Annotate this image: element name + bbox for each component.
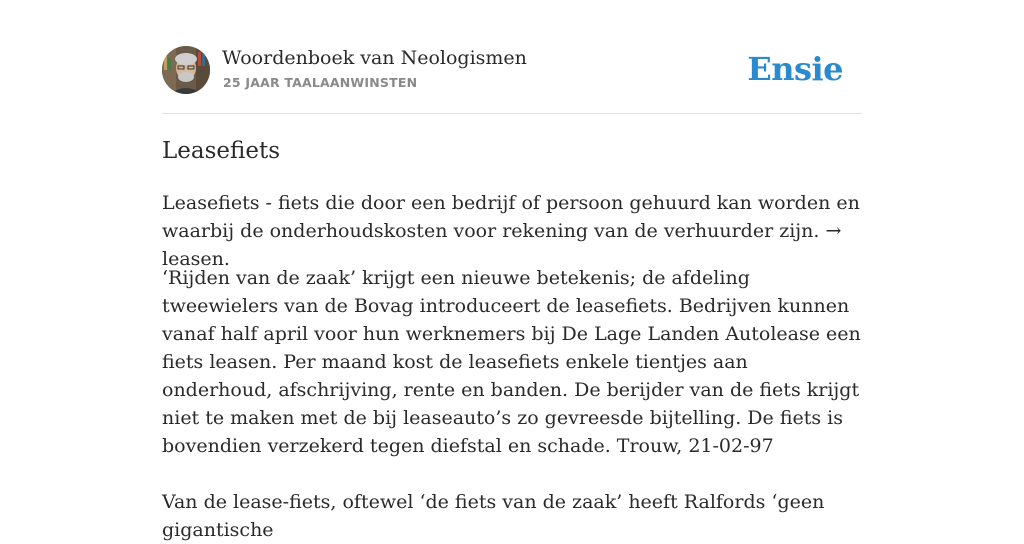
definition-paragraph: Leasefiets - fiets die door een bedrijf of persoon gehuurd kan worden en waarbij de onderhoudskosten voor rekening van de verhuurder zijn. → leasen. <box>162 192 860 270</box>
author-name[interactable]: Woordenboek van Neologismen <box>222 47 527 69</box>
brand-logo[interactable]: Ensie <box>747 50 843 88</box>
quote-paragraph: ‘Rijden van de zaak’ krijgt een nieuwe betekenis; de afdeling tweewielers van de Bovag introduceert de leasefiets. Bedrijven kunnen vanaf half april voor hun werknemers bij De Lage Landen Autolease een fiets leasen. Per maand kost de leasefiets enkele tientjes aan onderhoud, afschrijving, rente en banden. De berijder van de fiets krijgt niet te maken met de bij leaseauto’s zo gevreesde bijtelling. De fiets is bovendien verzekerd tegen diefstal en schade. Trouw, 21-02-97 <box>162 267 861 457</box>
author-avatar[interactable] <box>162 46 210 94</box>
quote-paragraph-2: Van de lease-fiets, oftewel ‘de fiets van de zaak’ heeft Ralfords ‘geen gigantische <box>162 491 825 541</box>
avatar-image <box>162 46 210 94</box>
author-subtitle: 25 JAAR TAALAANWINSTEN <box>223 75 418 90</box>
header-divider <box>162 113 862 114</box>
page-title: Leasefiets <box>162 138 281 164</box>
site-header <box>162 46 862 96</box>
